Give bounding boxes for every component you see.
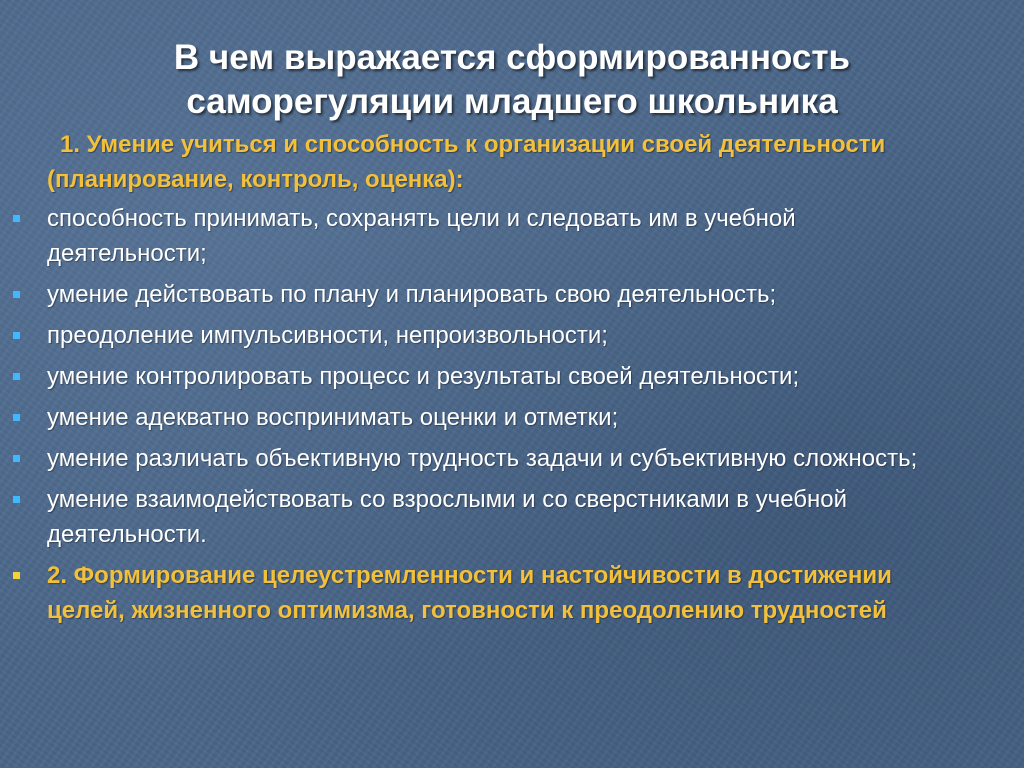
bullet-item [47,277,947,312]
section-1-heading-text: 1. Умение учиться и способность к организации своей деятельности (планирование, контроль, оценка): [47,131,886,193]
bullet-square-icon [13,496,20,503]
section-2-heading: 2. Формирование целеустремленности и настойчивости в достижении целей, жизненного оптимизма, готовности к преодолению трудностей [47,562,892,624]
bullet-item [47,482,947,552]
bullet-square-icon [13,414,20,421]
bullet-item [47,201,947,271]
bullet-square-icon [13,572,20,579]
bullet-item [47,318,947,353]
bullet-text: преодоление импульсивности, непроизвольности; [47,322,608,349]
section-2-item [47,558,947,628]
bullet-text: умение взаимодействовать со взрослыми и со сверстниками в учебной деятельности. [47,486,848,548]
bullet-square-icon [13,291,20,298]
bullet-text: умение контролировать процесс и результаты своей деятельности; [47,363,800,390]
bullet-square-icon [13,373,20,380]
bullet-text: умение адекватно воспринимать оценки и отметки; [47,404,619,431]
bullet-text: способность принимать, сохранять цели и следовать им в учебной деятельности; [47,205,796,267]
bullet-square-icon [13,215,20,222]
bullet-list [0,201,1024,628]
bullet-text: умение действовать по плану и планировать свою деятельность; [47,281,777,308]
bullet-text: умение различать объективную трудность задачи и субъективную сложность; [47,445,918,472]
bullet-square-icon [13,332,20,339]
bullet-item [47,359,947,394]
bullet-item [47,441,947,476]
section-1-heading [47,127,927,197]
slide-title [0,36,1024,124]
title-line-1: В чем выражается сформированность [173,38,851,77]
bullet-item [47,400,947,435]
slide-content [0,127,1024,634]
title-line-2: саморегуляции младшего школьника [186,82,838,121]
bullet-square-icon [13,455,20,462]
